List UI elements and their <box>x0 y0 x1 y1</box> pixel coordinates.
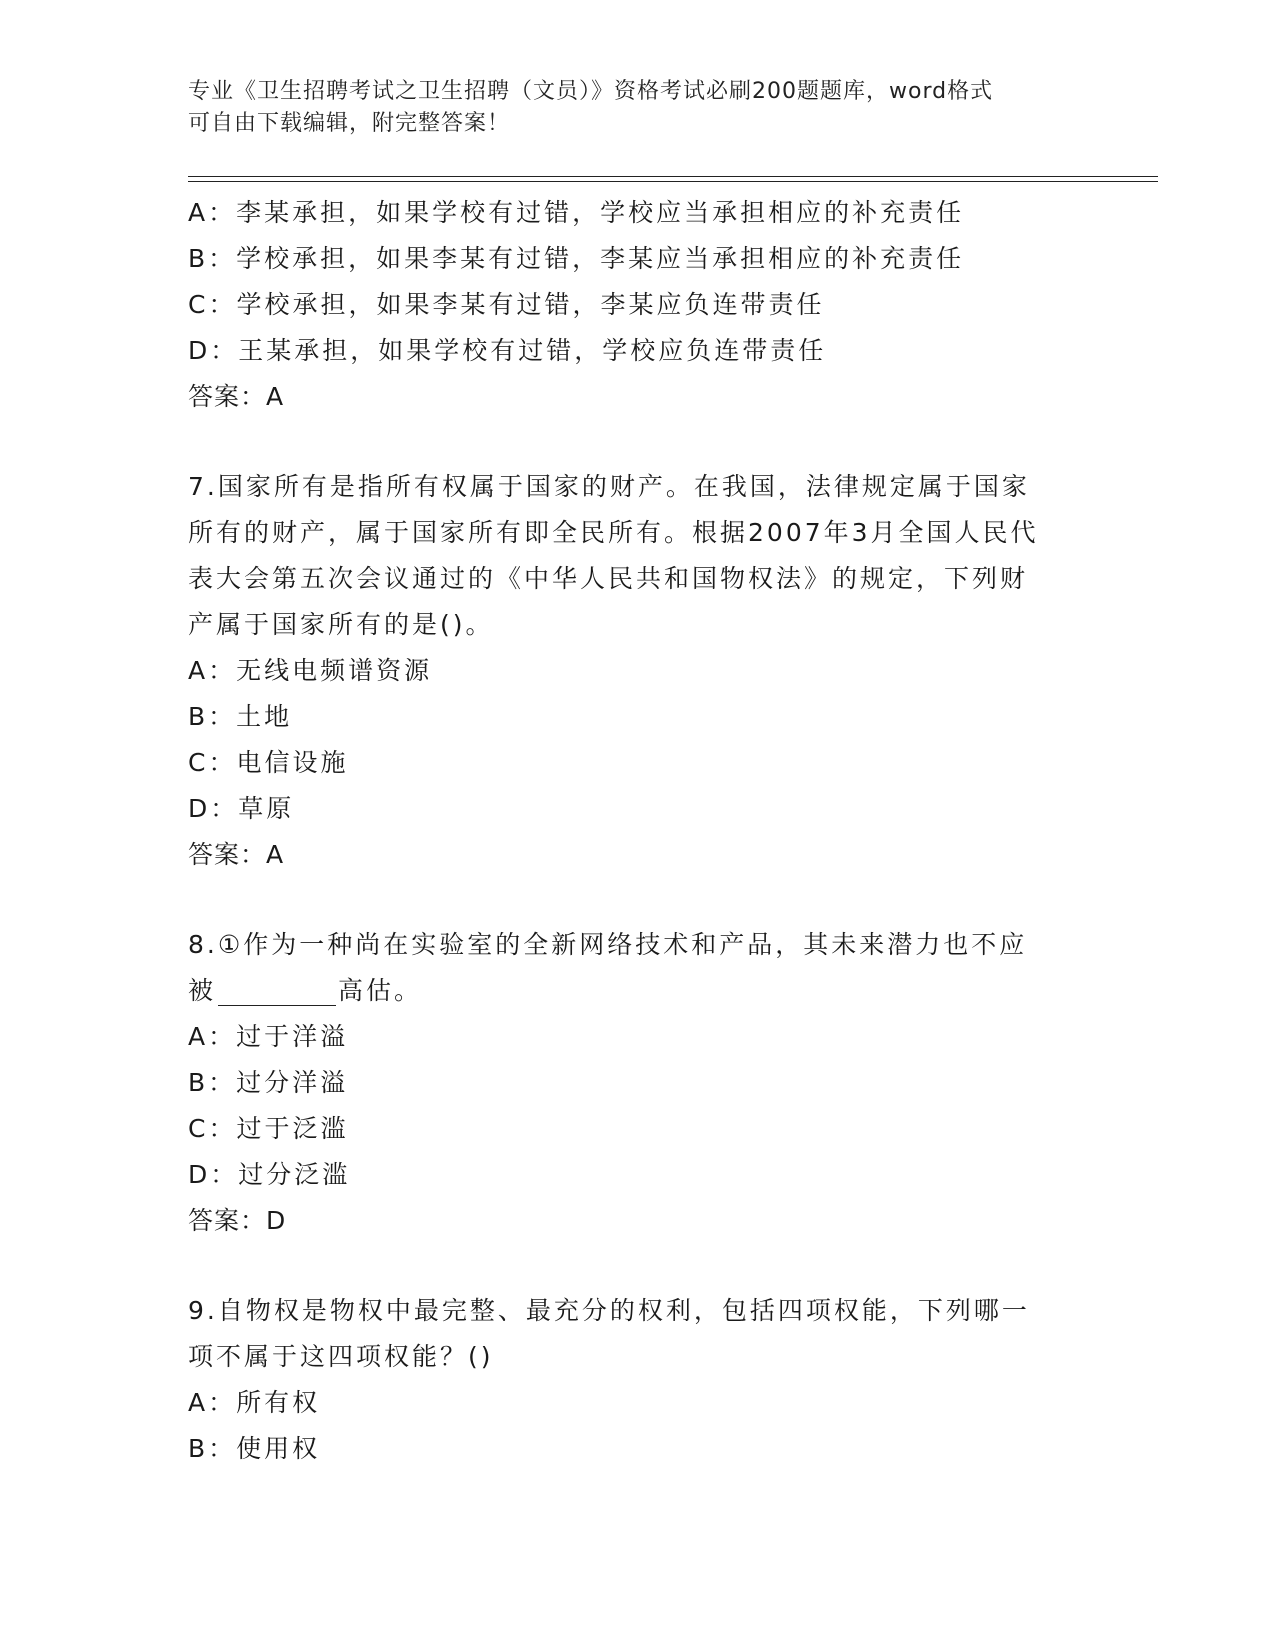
question-stem-line: 9.自物权是物权中最完整、最充分的权利，包括四项权能，下列哪一 <box>188 1296 1030 1325</box>
question-9 <box>188 1288 1088 1472</box>
question-stem-line: 8.①作为一种尚在实验室的全新网络技术和产品，其未来潜力也不应 <box>188 930 1028 959</box>
answer: 答案：A <box>188 382 285 411</box>
question-stem-line: 项不属于这四项权能？() <box>188 1342 494 1371</box>
spacer <box>188 1244 1088 1288</box>
question-6 <box>188 190 1088 420</box>
spacer <box>188 878 1088 922</box>
option-c: C：电信设施 <box>188 748 349 777</box>
option-b: B：使用权 <box>188 1434 321 1463</box>
option-b: B：土地 <box>188 702 293 731</box>
stem-text-before-blank: 被 <box>188 976 217 1005</box>
spacer <box>188 420 1088 464</box>
option-c: C：学校承担，如果李某有过错，李某应负连带责任 <box>188 290 825 319</box>
document-header <box>188 76 1088 140</box>
header-title-line-1: 专业《卫生招聘考试之卫生招聘（文员）》资格考试必刷200题题库，word格式 <box>188 79 994 104</box>
question-stem-line: 7.国家所有是指所有权属于国家的财产。在我国，法律规定属于国家 <box>188 472 1030 501</box>
question-stem-line: 所有的财产，属于国家所有即全民所有。根据2007年3月全国人民代 <box>188 518 1039 547</box>
option-a: A：无线电频谱资源 <box>188 656 433 685</box>
question-stem-line: 产属于国家所有的是()。 <box>188 610 494 639</box>
option-b: B：学校承担，如果李某有过错，李某应当承担相应的补充责任 <box>188 244 965 273</box>
answer: 答案：D <box>188 1206 287 1235</box>
option-c: C：过于泛滥 <box>188 1114 349 1143</box>
header-title-line-2: 可自由下载编辑，附完整答案！ <box>188 111 511 136</box>
question-list <box>188 190 1088 1472</box>
header-divider-bottom <box>188 181 1158 182</box>
stem-text-after-blank: 高估。 <box>338 976 423 1005</box>
option-d: D：王某承担，如果学校有过错，学校应负连带责任 <box>188 336 827 365</box>
answer: 答案：A <box>188 840 285 869</box>
option-a: A：李某承担，如果学校有过错，学校应当承担相应的补充责任 <box>188 198 965 227</box>
question-8 <box>188 922 1088 1244</box>
option-a: A：所有权 <box>188 1388 321 1417</box>
option-d: D：草原 <box>188 794 295 823</box>
fill-in-blank <box>218 975 336 1006</box>
option-a: A：过于洋溢 <box>188 1022 349 1051</box>
header-divider-top <box>188 176 1158 177</box>
option-d: D：过分泛滥 <box>188 1160 351 1189</box>
question-7 <box>188 464 1088 878</box>
question-stem-line: 表大会第五次会议通过的《中华人民共和国物权法》的规定，下列财 <box>188 564 1029 593</box>
question-stem-line <box>188 968 1088 1014</box>
option-b: B：过分洋溢 <box>188 1068 349 1097</box>
